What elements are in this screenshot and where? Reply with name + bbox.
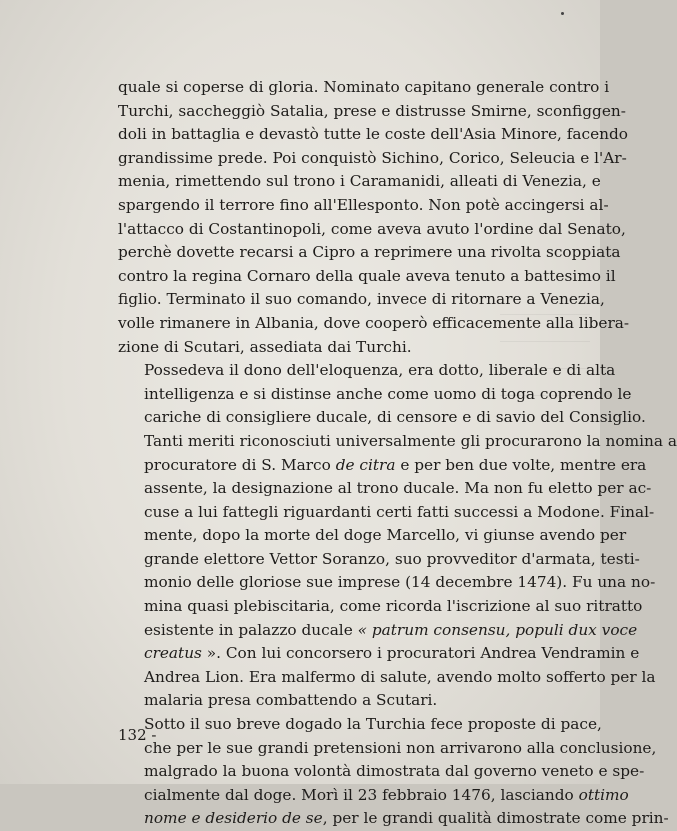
text-line: zione di Scutari, assediata dai Turchi. xyxy=(118,337,412,356)
text-line: esistente in palazzo ducale « patrum consensu, populi dux voce xyxy=(144,620,638,639)
text-line: perchè dovette recarsi a Cipro a reprimere una rivolta scoppiata xyxy=(118,243,621,262)
italic-text: de citra xyxy=(335,455,396,474)
text-line: Tanti meriti riconosciuti universalmente gli procurarono la nomina a xyxy=(144,431,677,450)
text-line: grande elettore Vettor Soranzo, suo provveditor d'armata, testi- xyxy=(144,549,640,568)
text-line: doli in battaglia e devastò tutte le coste dell'Asia Minore, facendo xyxy=(118,125,629,144)
text-line: nome e desiderio de se, per le grandi qualità dimostrate come prin- xyxy=(144,809,669,828)
text-line: malaria presa combattendo a Scutari. xyxy=(144,691,438,710)
text-line: figlio. Terminato il suo comando, invece di ritornare a Venezia, xyxy=(118,290,605,309)
text-line: malgrado la buona volontà dimostrata dal governo veneto e spe- xyxy=(144,762,645,781)
text-line: cuse a lui fattegli riguardanti certi fatti successi a Modone. Final- xyxy=(144,502,655,521)
text-line: intelligenza e si distinse anche come uomo di toga coprendo le xyxy=(144,384,632,403)
paragraph xyxy=(118,359,677,713)
text-line: monio delle gloriose sue imprese (14 decembre 1474). Fu una no- xyxy=(144,573,656,592)
text-line: Turchi, saccheggiò Satalia, prese e distrusse Smirne, sconfiggen- xyxy=(118,101,626,120)
text-line: che per le sue grandi pretensioni non arrivarono alla conclusione, xyxy=(144,738,657,757)
italic-text: creatus xyxy=(144,644,202,663)
paragraph xyxy=(118,76,630,359)
paragraph xyxy=(118,713,669,831)
text-line: Possedeva il dono dell'eloquenza, era dotto, liberale e di alta xyxy=(144,361,616,380)
text-line: spargendo il terrore fino all'Ellesponto. Non potè accingersi al- xyxy=(118,195,609,214)
italic-text: nome e desiderio de se xyxy=(144,809,323,828)
page-number: 132 - xyxy=(118,726,157,744)
text-line: Sotto il suo breve dogado la Turchia fece proposte di pace, xyxy=(144,715,602,734)
text-line: contro la regina Cornaro della quale aveva tenuto a battesimo il xyxy=(118,266,616,285)
text-line: menia, rimettendo sul trono i Caramanidi, alleati di Venezia, e xyxy=(118,172,601,191)
italic-text: ottimo xyxy=(578,785,629,804)
text-line: procuratore di S. Marco de citra e per ben due volte, mentre era xyxy=(144,455,647,474)
text-line: l'attacco di Costantinopoli, come aveva avuto l'ordine dal Senato, xyxy=(118,219,626,238)
text-line: cariche di consigliere ducale, di censore e di savio del Consiglio. xyxy=(144,408,646,427)
body-text xyxy=(118,76,677,831)
text-line: quale si coperse di gloria. Nominato capitano generale contro i xyxy=(118,78,610,96)
text-line: creatus ». Con lui concorsero i procuratori Andrea Vendramin e xyxy=(144,644,640,663)
text-line: mente, dopo la morte del doge Marcello, vi giunse avendo per xyxy=(144,526,627,545)
text-line: assente, la designazione al trono ducale. Ma non fu eletto per ac- xyxy=(144,479,652,498)
text-line: grandissime prede. Poi conquistò Sichino, Corico, Seleucia e l'Ar- xyxy=(118,148,627,167)
ink-speck xyxy=(561,12,564,15)
text-line: Andrea Lion. Era malfermo di salute, avendo molto sofferto per la xyxy=(144,667,656,686)
text-line: mina quasi plebiscitaria, come ricorda l'iscrizione al suo ritratto xyxy=(144,597,643,616)
italic-text: « patrum consensu, populi dux voce xyxy=(357,620,638,639)
text-line: volle rimanere in Albania, dove cooperò efficacemente alla libera- xyxy=(118,313,630,332)
text-line: cialmente dal doge. Morì il 23 febbraio 1476, lasciando ottimo xyxy=(144,785,629,804)
